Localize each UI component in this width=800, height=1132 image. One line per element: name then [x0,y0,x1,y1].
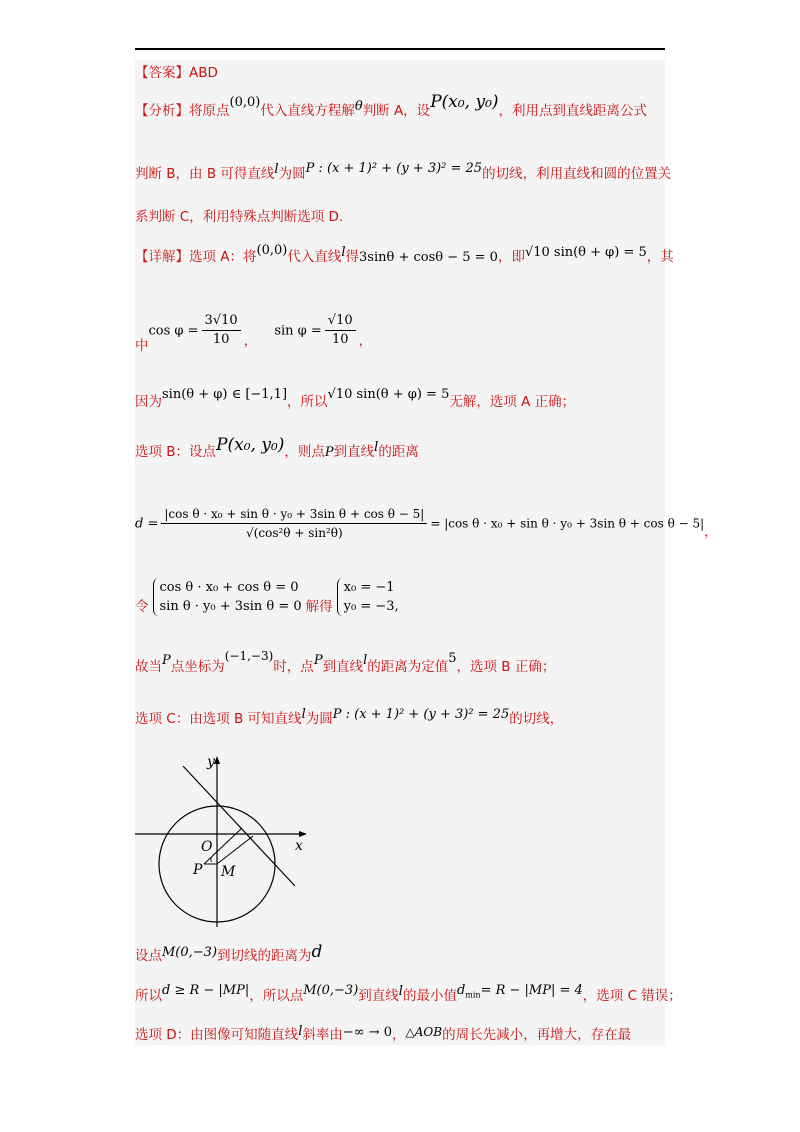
analysis-text: 代入直线方程解 [260,103,355,119]
fraction-numerator: 3√10 [202,312,241,331]
line-l-symbol: l [363,653,368,668]
system-line [135,578,403,616]
detail-text: ， [392,1027,406,1043]
fraction-numerator: |cos θ · x₀ + sin θ · y₀ + 3sin θ + cos θ − 5| [161,505,427,524]
equation-1: 3sinθ + cosθ − 5 = 0 [359,250,498,265]
detail-text: 到切线的距离为 [217,948,312,964]
analysis-text: 系判断 C，利用特殊点判断选项 D. [135,209,344,225]
line-l-symbol: l [374,440,379,455]
detail-line-4 [135,435,419,462]
solution-system [337,578,399,616]
detail-text: 到直线 [358,988,399,1004]
x-axis-arrow [299,831,307,837]
fraction-denominator: √(cos²θ + sin²θ) [246,526,343,540]
distance-symbol: d [311,942,323,962]
distance-formula-line [135,505,718,542]
detail-text: 令 [135,599,149,615]
dmin-rhs: = R − |MP| = 4 [480,983,583,998]
dmin-subscript: min [465,990,481,1000]
solution-y: y₀ = −3, [343,599,399,614]
origin-label: O [201,839,213,855]
sin-phi-lhs: sin φ = [274,323,322,339]
detail-text: ，其 [646,249,674,265]
detail-text: 时，点 [273,659,314,675]
detail-line-3 [135,385,576,410]
segment-m-tangent [217,836,253,864]
line-l-symbol: l [398,984,403,999]
detail-text: ，则点 [284,444,325,460]
detail-line-5 [135,649,556,677]
analysis-text: ，利用点到直线距离公式 [498,103,648,119]
distance-rhs: = |cos θ · x₀ + sin θ · y₀ + 3sin θ + cos θ − 5| [430,516,705,531]
detail-line-9 [135,1026,631,1045]
detail-text: 解得 [305,599,333,615]
detail-text: 的距离 [378,444,419,460]
detail-text: 到直线 [333,444,375,460]
point-m-expr: M(0,−3) [303,983,359,998]
detail-line-1 [135,243,674,267]
detail-label: 【详解】 [135,249,189,265]
analysis-text: 的切线，利用直线和圆的位置关 [482,166,672,182]
detail-text: 代入直线 [287,249,342,265]
answer-label: 【答案】 [135,65,189,81]
detail-text: 斜率由 [302,1027,343,1043]
circle-equation: P : (x + 1)² + (y + 3)² = 25 [332,707,510,722]
solution-x: x₀ = −1 [343,580,395,595]
distance-lhs: d = [135,516,159,532]
analysis-line-2 [135,161,672,184]
detail-text: 的距离为定值 [367,659,449,675]
equation-2: √10 sin(θ + φ) = 5 [524,245,647,260]
answer-line [135,64,218,82]
point-p-symbol: P [313,653,323,668]
constant-five: 5 [448,651,457,666]
detail-text: 无解，选项 A 正确； [449,394,576,410]
comma: ， [704,523,718,540]
analysis-text: 判断 A，设 [362,103,431,119]
point-p-expr: P(x₀, y₀) [216,435,285,455]
detail-text: 设点 [135,948,162,964]
equation-2-repeat: √10 sin(θ + φ) = 5 [327,387,450,402]
fraction-denominator: 10 [331,332,349,347]
analysis-line-3 [135,208,343,226]
detail-text: 为圆 [305,711,333,727]
line-l-symbol: l [274,162,279,177]
y-axis-label: y [207,754,215,770]
detail-text: 因为 [135,394,162,410]
line-l-symbol: l [301,707,306,722]
detail-text: ，选项 B 正确； [456,659,556,675]
point-p-symbol: P [162,653,171,668]
theta-symbol: θ [354,99,363,114]
cos-phi-lhs: cos φ = [148,323,199,339]
detail-text: 中 [135,337,149,354]
detail-text: 故当 [135,659,162,675]
detail-text: ，选项 C 错误； [582,988,682,1004]
header-rule [135,48,665,50]
detail-text: 所以 [135,988,162,1004]
fraction-numerator: √10 [325,312,356,331]
detail-line-2 [135,312,373,354]
geometry-figure [135,752,315,932]
detail-text: ，即 [497,249,525,265]
equation-system [153,578,302,616]
system-equation-1: cos θ · x₀ + cos θ = 0 [159,580,299,595]
detail-text: 的周长先减小，再增大，存在最 [442,1027,632,1043]
detail-text: 的切线， [509,711,564,727]
detail-line-7 [135,942,323,966]
analysis-text: 为圆 [278,166,306,182]
detail-text: 到直线 [322,659,364,675]
detail-text: 选项 C：由选项 B 可知直线 [135,711,302,727]
triangle-aob: △AOB [405,1025,443,1039]
cos-phi-fraction [202,312,241,349]
answer-value: ABD [189,65,218,81]
circle-equation: P : (x + 1)² + (y + 3)² = 25 [305,161,483,176]
fraction-denominator: 10 [212,332,230,347]
analysis-text: 将原点 [189,103,230,119]
point-m-expr: M(0,−3) [162,945,218,960]
detail-text: 选项 B：设点 [135,444,217,460]
comma: ， [358,332,373,349]
system-equation-2: sin θ · y₀ + 3sin θ = 0 [159,599,302,614]
dmin-expr [457,982,583,998]
dmin-symbol: d [456,983,466,998]
origin-expr: (0,0) [229,95,261,110]
detail-text: ，所以 [287,394,328,410]
analysis-label: 【分析】 [135,103,189,119]
detail-text: 选项 A：将 [189,249,257,265]
origin-expr: (0,0) [256,243,288,258]
line-l-symbol: l [298,1024,303,1039]
analysis-text: 判断 B，由 B 可得直线 [135,166,275,182]
sin-phi-fraction [325,312,356,349]
detail-line-6 [135,707,564,729]
comma: ， [243,332,258,349]
analysis-line-1 [135,92,648,121]
distance-fraction [161,505,427,542]
detail-line-8 [135,983,682,1011]
slope-expr: −∞ → 0 [342,1025,393,1040]
range-expr: sin(θ + φ) ∈ [−1,1] [162,387,288,402]
x-axis-label: x [295,838,303,854]
line-l-symbol: l [341,245,346,260]
detail-text: 得 [345,249,360,265]
point-p-expr: P(x₀, y₀) [430,92,499,112]
coordinate-expr: (−1,−3) [224,649,274,663]
point-m-label: M [221,864,236,880]
detail-text: ，所以点 [249,988,304,1004]
point-p-symbol: P [324,445,334,460]
detail-text: 选项 D：由图像可知随直线 [135,1027,299,1043]
point-p-label: P [193,862,203,878]
inequality-expr: d ≥ R − |MP| [162,983,250,998]
detail-text: 点坐标为 [170,659,225,675]
detail-text: 的最小值 [402,988,457,1004]
